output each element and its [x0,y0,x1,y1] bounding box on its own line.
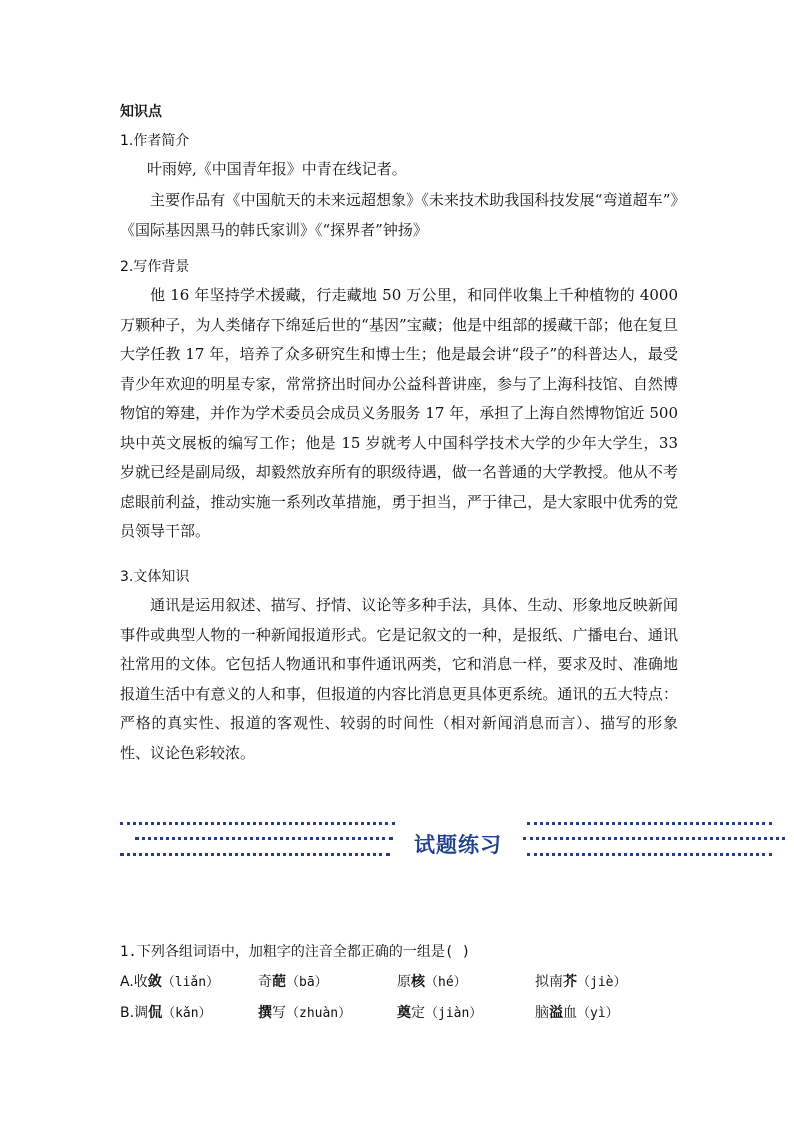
banner-dots-top-right [527,822,772,825]
banner-dots-bottom-left [120,853,390,856]
option-item: 撰写（zhuàn） [258,1005,352,1021]
option-item: 奇葩（bā） [258,974,328,990]
option-item: B.调侃（kǎn） [120,1005,212,1021]
option-row-b [120,1002,720,1024]
banner-title: 试题练习 [414,832,502,857]
banner-dots-mid-right [523,837,785,840]
exercise-banner [0,815,794,865]
genre-paragraph: 通讯是运用叙述、描写、抒情、议论等多种手法，具体、生动、形象地反映新闻事件或典型人物的一种新闻报道形式。它是记叙文的一种，是报纸、广播电台、通讯社常用的文体。它包括人物通讯和事件通讯两类，它和消息一样，要求及时、准确地报道生活中有意义的人和事，但报道的内容比消息更具体更系统。通讯的五大特点：严格的真实性、报道的客观性、较弱的时间性（相对新闻消息而言）、描写的形象性、议论色彩较浓。 [120,596,678,762]
question-stem: 1.下列各组词语中，加粗字的注音全都正确的一组是( ) [120,944,471,960]
option-row-a [120,971,720,993]
option-item: 奠定（jiàn） [397,1005,483,1021]
author-heading: 1.作者简介 [120,133,190,149]
banner-dots-bottom-right [527,853,772,856]
option-item: A.收敛（liǎn） [120,974,220,990]
banner-dots-mid-left [135,837,393,840]
option-item: 原核（hé） [397,974,467,990]
section-title: 知识点 [120,104,162,120]
background-paragraph: 他 16 年坚持学术援藏，行走藏地 50 万公里，和同伴收集上千种植物的 4000 万颗种子，为人类储存下绵延后世的“基因”宝藏；他是中组部的援藏干部；他在复旦大学任教 17 年，培养了众多研究生和博士生；他是最会讲“段子”的科普达人，最受青少年欢迎的明星专家，常常挤出时间办公益科普讲座，参与了上海科技馆、自然博物馆的筹建，并作为学术委员会成员义务服务 17 年，承担了上海自然博物馆近 500 块中英文展板的编写工作；他是 15 岁就考人中国科学技术大学的少年大学生，33 岁就已经是副局级，却毅然放弃所有的职级待遇，做一名普通的大学教授。他从不考虑眼前利益，推动实施一系列改革措施，勇于担当，严于律己，是大家眼中优秀的党员领导干部。 [120,286,678,540]
author-works: 主要作品有《中国航天的未来远超想象》《未来技术助我国科技发展“弯道超车”》《国际基因黑马的韩氏家训》《“探界者”钟扬》 [120,191,678,239]
banner-dots-top-left [120,822,395,825]
genre-heading: 3.文体知识 [120,569,190,585]
author-intro: 叶雨婷,《中国青年报》中青在线记者。 [147,160,407,178]
background-heading: 2.写作背景 [120,259,190,275]
option-item: 脑溢血（yì） [535,1005,619,1021]
option-item: 拟南芥（jiè） [535,974,627,990]
